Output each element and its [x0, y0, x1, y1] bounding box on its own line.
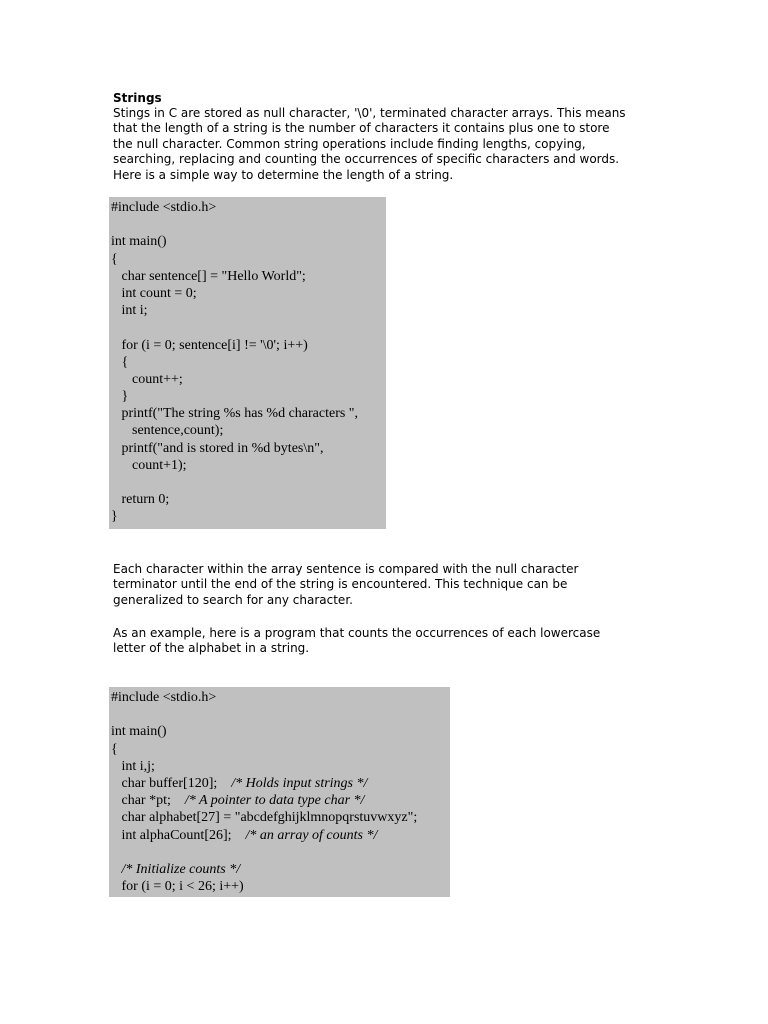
code-line	[111, 827, 450, 844]
intro-paragraph	[113, 106, 626, 183]
paragraph-line: letter of the alphabet in a string.	[113, 641, 310, 656]
code-line	[111, 878, 450, 895]
code-text: int main()	[111, 724, 167, 740]
code-line: {	[111, 251, 118, 267]
code-line	[111, 689, 450, 706]
paragraph-line: searching, replacing and counting the occurrences of specific characters and words.	[113, 152, 620, 167]
paragraph-line: generalized to search for any character.	[113, 592, 353, 607]
paragraph-line: that the length of a string is the number of characters it contains plus one to store	[113, 121, 610, 136]
paragraph-line: As an example, here is a program that counts the occurrences of each lowercase	[113, 626, 601, 640]
code-text: {	[111, 741, 118, 757]
paragraph-line: terminator until the end of the string is encountered. This technique can be	[113, 577, 568, 592]
code-text	[111, 862, 122, 877]
code-line: }	[111, 389, 129, 405]
code-line: {	[111, 354, 129, 370]
code-text: char alphabet[27] = "abcdefghijklmnopqrstuvwxyz";	[111, 810, 418, 826]
code-line: sentence,count);	[111, 423, 224, 439]
code-comment: /* A pointer to data type char */	[184, 793, 365, 809]
code-comment: /* an array of counts */	[245, 827, 378, 843]
example-paragraph	[113, 626, 600, 657]
code-line: #include <stdio.h>	[111, 200, 217, 215]
code-block-letter-count	[109, 687, 450, 897]
code-line: int count = 0;	[111, 285, 197, 301]
code-line	[111, 792, 450, 809]
paragraph-line: the null character. Common string operations include finding lengths, copying,	[113, 136, 586, 151]
explanation-paragraph	[113, 562, 578, 608]
code-line	[111, 723, 450, 740]
code-line	[111, 809, 450, 826]
code-line	[111, 474, 386, 491]
paragraph-line: Here is a simple way to determine the length of a string.	[113, 167, 454, 182]
code-line: }	[111, 509, 118, 525]
paragraph-line: Each character within the array sentence is compared with the null character	[113, 562, 579, 576]
code-line	[111, 844, 450, 861]
code-line	[111, 758, 450, 775]
code-line	[111, 319, 386, 336]
code-line	[111, 775, 450, 792]
code-line	[111, 861, 450, 878]
paragraph-line: Stings in C are stored as null character, '\0', terminated character arrays. This means	[113, 106, 626, 120]
code-line: for (i = 0; sentence[i] != '\0'; i++)	[111, 337, 308, 353]
code-line: printf("and is stored in %d bytes\n",	[111, 440, 324, 456]
code-comment: /* Initialize counts */	[121, 861, 241, 877]
code-line: int main()	[111, 234, 167, 250]
code-text: int i,j;	[111, 758, 155, 774]
code-line	[111, 741, 450, 758]
section-heading: Strings	[113, 91, 162, 105]
code-block-string-length	[109, 197, 386, 529]
code-text: char *pt;	[111, 793, 185, 809]
code-line: count++;	[111, 371, 183, 387]
code-text: char buffer[120];	[111, 775, 232, 791]
code-line: int i;	[111, 303, 148, 319]
code-line: printf("The string %s has %d characters ",	[111, 406, 359, 422]
code-text: #include <stdio.h>	[111, 690, 217, 705]
code-line: char sentence[] = "Hello World";	[111, 268, 306, 284]
code-line: return 0;	[111, 492, 170, 508]
code-line	[111, 706, 450, 723]
code-line: count+1);	[111, 457, 187, 473]
code-text: for (i = 0; i < 26; i++)	[111, 879, 244, 895]
code-comment: /* Holds input strings */	[231, 775, 368, 791]
code-text: int alphaCount[26];	[111, 827, 246, 843]
code-line	[111, 216, 386, 233]
